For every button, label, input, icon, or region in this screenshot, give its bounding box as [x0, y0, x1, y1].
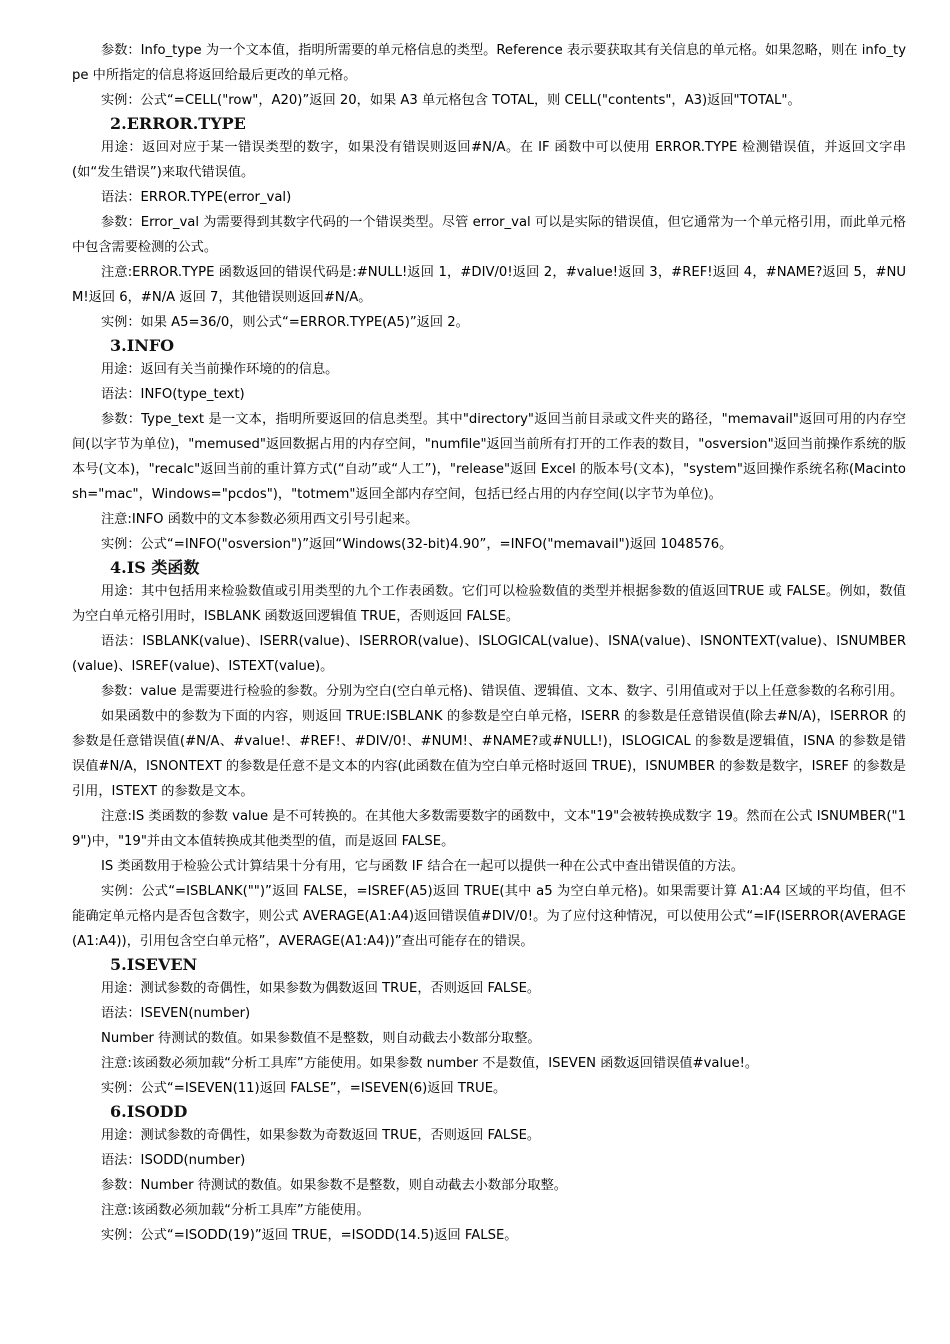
paragraph-is-param: 参数：value 是需要进行检验的参数。分别为空白(空白单元格)、错误值、逻辑值、文本、数字、引用值或对于以上任意参数的名称引用。 [101, 684, 904, 699]
paragraph-info-syntax: 语法：INFO(type_text) [101, 387, 245, 402]
paragraph-isodd-note: 注意:该函数必须加载“分析工具库”方能使用。 [101, 1203, 370, 1218]
paragraph-is-usage: 用途：其中包括用来检验数值或引用类型的九个工作表函数。它们可以检验数值的类型并根据参数的值返回TRUE 或 FALSE。例如，数值为空白单元格引用时，ISBLANK 函数返回逻辑值 TRUE，否则返回 FALSE。 [72, 584, 906, 624]
paragraph-is-note: 注意:IS 类函数的参数 value 是不可转换的。在其他大多数需要数字的函数中，文本"19"会被转换成数字 19。然而在公式 ISNUMBER("19")中，"19"并由文本值转换成其他类型的值，而是返回 FALSE。 [72, 809, 906, 849]
paragraph-cell-example: 实例：公式“=CELL("row"，A20)”返回 20，如果 A3 单元格包含 TOTAL，则 CELL("contents"，A3)返回"TOTAL"。 [101, 93, 801, 108]
paragraph-error-type-syntax: 语法：ERROR.TYPE(error_val) [101, 190, 292, 205]
paragraph-isodd-example: 实例：公式“=ISODD(19)”返回 TRUE，=ISODD(14.5)返回 FALSE。 [101, 1228, 518, 1243]
paragraph-error-type-param: 参数：Error_val 为需要得到其数字代码的一个错误类型。尽管 error_val 可以是实际的错误值，但它通常为一个单元格引用，而此单元格中包含需要检测的公式。 [72, 215, 906, 255]
paragraph-isodd-param: 参数：Number 待测试的数值。如果参数不是整数，则自动截去小数部分取整。 [101, 1178, 567, 1193]
paragraph-error-type-example: 实例：如果 A5=36/0，则公式“=ERROR.TYPE(A5)”返回 2。 [101, 315, 469, 330]
paragraph-is-example: 实例：公式“=ISBLANK("")”返回 FALSE，=ISREF(A5)返回 TRUE(其中 a5 为空白单元格)。如果需要计算 A1:A4 区域的平均值，但不能确定单元格内是否包含数字，则公式 AVERAGE(A1:A4)返回错误值#DIV/0!。为了应付这种情况，可以使用公式“=IF(ISERROR(AVERAGE(A1:A4))，引用包含空白单元格”，AVERAGE(A1:A4))”查出可能存在的错误。 [72, 884, 906, 949]
paragraph-iseven-note: 注意:该函数必须加载“分析工具库”方能使用。如果参数 number 不是数值，ISEVEN 函数返回错误值#value!。 [101, 1056, 759, 1071]
paragraph-is-syntax: 语法：ISBLANK(value)、ISERR(value)、ISERROR(value)、ISLOGICAL(value)、ISNA(value)、ISNONTEXT(value)、ISNUMBER(value)、ISREF(value)、ISTEXT(value)。 [72, 634, 906, 674]
paragraph-isodd-syntax: 语法：ISODD(number) [101, 1153, 246, 1168]
paragraph-info-note: 注意:INFO 函数中的文本参数必须用西文引号引起来。 [101, 512, 419, 527]
paragraph-info-param: 参数：Type_text 是一文本，指明所要返回的信息类型。其中"directory"返回当前目录或文件夹的路径，"memavail"返回可用的内存空间(以字节为单位)，"memused"返回数据占用的内存空间，"numfile"返回当前所有打开的工作表的数目，"osversion"返回当前操作系统的版本号(文本)，"recalc"返回当前的重计算方式(“自动”或“人工”)，"release"返回 Excel 的版本号(文本)，"system"返回操作系统名称(Macintosh="mac"，Windows="pcdos")，"totmem"返回全部内存空间，包括已经占用的内存空间(以字节为单位)。 [72, 412, 906, 502]
heading-iseven: 5.ISEVEN [110, 955, 198, 974]
paragraph-is-returns: 如果函数中的参数为下面的内容，则返回 TRUE:ISBLANK 的参数是空白单元格，ISERR 的参数是任意错误值(除去#N/A)，ISERROR 的参数是任意错误值(#N/A、#value!、#REF!、#DIV/0!、#NUM!、#NAME?或#NULL!)，ISLOGICAL 的参数是逻辑值，ISNA 的参数是错误值#N/A，ISNONTEXT 的参数是任意不是文本的内容(此函数在值为空白单元格时返回 TRUE)，ISNUMBER 的参数是数字，ISREF 的参数是引用，ISTEXT 的参数是文本。 [72, 709, 906, 799]
heading-isodd: 6.ISODD [110, 1102, 188, 1121]
heading-info: 3.INFO [110, 336, 175, 355]
paragraph-is-tip: IS 类函数用于检验公式计算结果十分有用，它与函数 IF 结合在一起可以提供一种在公式中查出错误值的方法。 [101, 859, 744, 874]
paragraph-isodd-usage: 用途：测试参数的奇偶性，如果参数为奇数返回 TRUE，否则返回 FALSE。 [101, 1128, 541, 1143]
paragraph-error-type-usage: 用途：返回对应于某一错误类型的数字，如果没有错误则返回#N/A。在 IF 函数中可以使用 ERROR.TYPE 检测错误值，并返回文字串(如“发生错误”)来取代错误值。 [72, 140, 906, 180]
document-page [72, 38, 906, 1248]
paragraph-info-example: 实例：公式“=INFO("osversion")”返回“Windows(32-bit)4.90”，=INFO("memavail")返回 1048576。 [101, 537, 733, 552]
paragraph-iseven-param: Number 待测试的数值。如果参数值不是整数，则自动截去小数部分取整。 [101, 1031, 541, 1046]
heading-is-functions: 4.IS 类函数 [110, 558, 200, 577]
paragraph-iseven-example: 实例：公式“=ISEVEN(11)返回 FALSE”，=ISEVEN(6)返回 TRUE。 [101, 1081, 507, 1096]
paragraph-iseven-syntax: 语法：ISEVEN(number) [101, 1006, 251, 1021]
paragraph-error-type-note: 注意:ERROR.TYPE 函数返回的错误代码是:#NULL!返回 1，#DIV/0!返回 2，#value!返回 3，#REF!返回 4，#NAME?返回 5，#NUM!返回 6，#N/A 返回 7，其他错误则返回#N/A。 [72, 265, 906, 305]
paragraph-info-usage: 用途：返回有关当前操作环境的的信息。 [101, 362, 339, 377]
paragraph-info-type-param: 参数：Info_type 为一个文本值，指明所需要的单元格信息的类型。Reference 表示要获取其有关信息的单元格。如果忽略，则在 info_type 中所指定的信息将返回给最后更改的单元格。 [72, 43, 906, 83]
paragraph-iseven-usage: 用途：测试参数的奇偶性，如果参数为偶数返回 TRUE，否则返回 FALSE。 [101, 981, 541, 996]
heading-error-type: 2.ERROR.TYPE [110, 114, 246, 133]
